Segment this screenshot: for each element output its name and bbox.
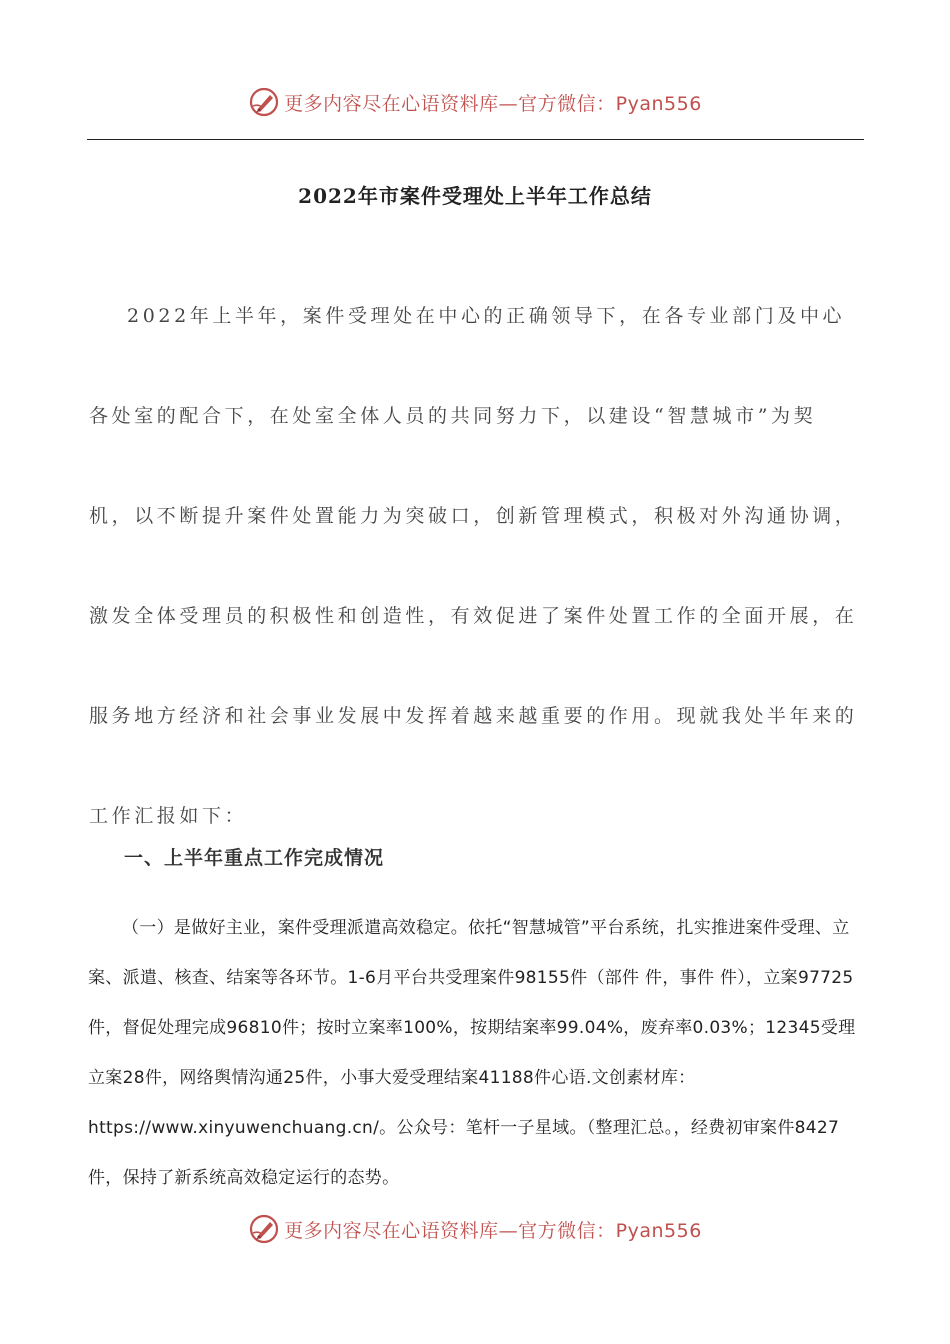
banner-text <box>284 89 702 116</box>
pen-logo-icon <box>248 86 280 118</box>
banner-main-text: 更多内容尽在心语资料库—官方微信： <box>284 1219 616 1242</box>
section-heading: 一、上半年重点工作完成情况 <box>124 847 385 869</box>
banner-wechat-id: Pyan556 <box>615 92 702 115</box>
header-banner <box>0 82 950 122</box>
banner-text <box>284 1216 702 1243</box>
intro-paragraph: 2022年上半年，案件受理处在中心的正确领导下，在各专业部门及中心各处室的配合下，在处室全体人员的共同努力下，以建设“智慧城市”为契机，以不断提升案件处置能力为突破口，创新管理模式，积极对外沟通协调，激发全体受理员的积极性和创造性，有效促进了案件处置工作的全面开展，在服务地方经济和社会事业发展中发挥着越来越重要的作用。现就我处半年来的工作汇报如下： <box>89 305 858 827</box>
section-body <box>88 903 860 1203</box>
intro-paragraph-block <box>89 266 859 866</box>
banner-wechat-id: Pyan556 <box>615 1219 702 1242</box>
banner-main-text: 更多内容尽在心语资料库—官方微信： <box>284 92 616 115</box>
document-title: 2022年市案件受理处上半年工作总结 <box>298 184 652 208</box>
header-rule <box>87 139 864 140</box>
pen-logo-icon <box>248 1213 280 1245</box>
footer-banner <box>0 1209 950 1249</box>
section-paragraph: （一）是做好主业，案件受理派遣高效稳定。依托“智慧城管”平台系统，扎实推进案件受理、立案、派遣、核查、结案等各环节。1-6月平台共受理案件98155件（部件 件，事件 件），立案97725件，督促处理完成96810件；按时立案率100%，按期结案率99.04%，废弃率0.03%；12345受理立案28件，网络舆情沟通25件，小事大爱受理结案41188件心语.文创素材库：https://www.xinyuwenchuang.cn/。公众号：笔杆一子星域。（整理汇总。，经费初审案件8427件，保持了新系统高效稳定运行的态势。 <box>88 918 856 1188</box>
